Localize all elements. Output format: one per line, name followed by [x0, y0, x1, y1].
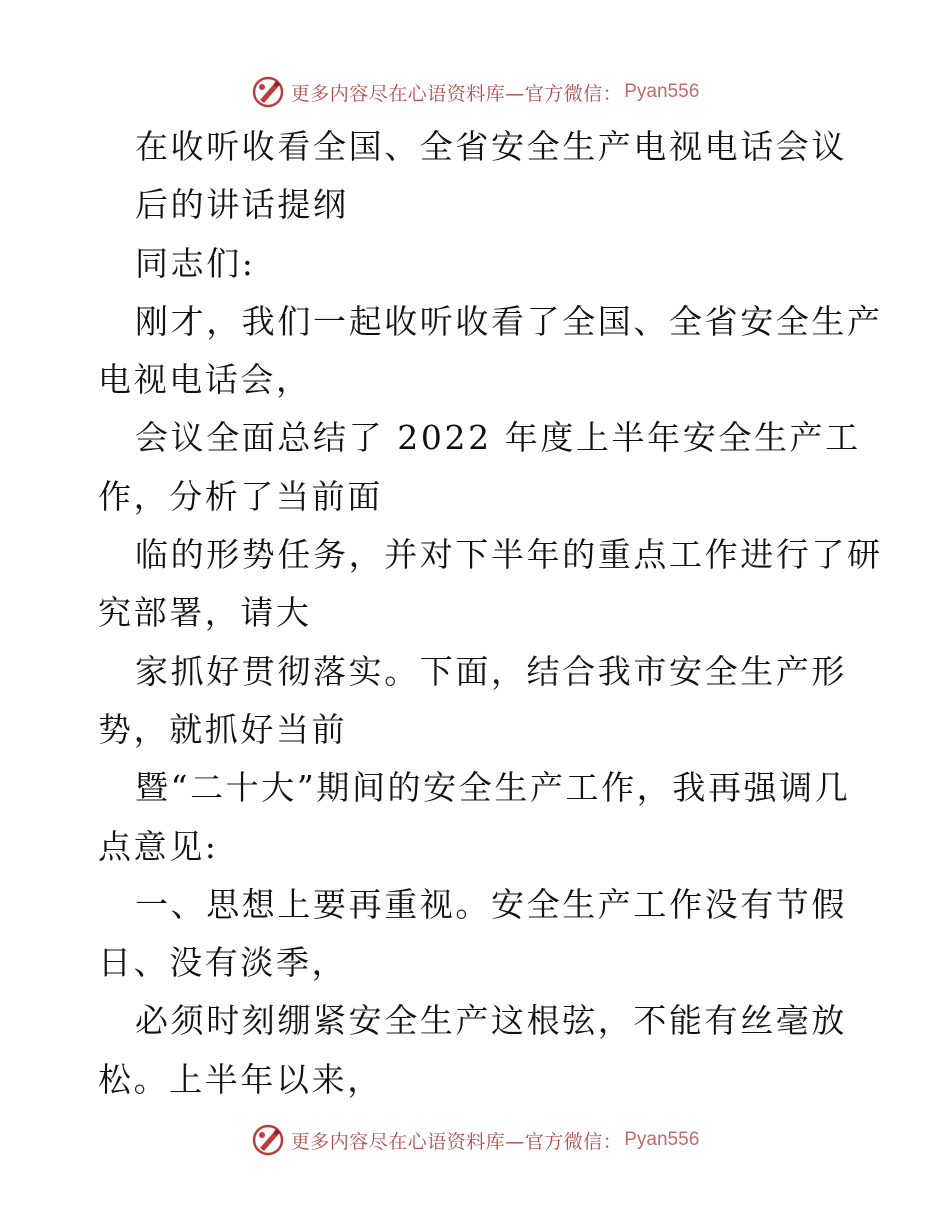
pen-logo-icon — [251, 75, 285, 109]
watermark-account: Pyan556 — [624, 1129, 700, 1150]
text-line: 松。上半年以来， — [98, 1059, 383, 1099]
text-line: 会议全面总结了 2022 年度上半年安全生产工 — [135, 418, 861, 458]
text-line: 日、没有淡季， — [98, 943, 348, 983]
title-line-1: 在收听收看全国、全省安全生产电视电话会议 — [135, 127, 847, 166]
footer-watermark — [0, 1120, 950, 1160]
watermark-text: 更多内容尽在心语资料库—官方微信： — [290, 1130, 623, 1153]
section-heading-line: 一、思想上要再重视。安全生产工作没有节假 — [135, 884, 847, 924]
document-body — [98, 118, 883, 1109]
salutation: 同志们: — [135, 243, 256, 283]
pen-logo-icon — [251, 1123, 285, 1157]
text-line: 点意见: — [98, 826, 219, 866]
title-line-2: 后的讲话提纲 — [135, 185, 349, 225]
text-line: 临的形势任务，并对下半年的重点工作进行了研 — [135, 535, 883, 575]
text-line: 家抓好贯彻落实。下面，结合我市安全生产形 — [135, 651, 847, 691]
watermark-account: Pyan556 — [624, 81, 700, 102]
text-line: 势，就抓好当前 — [98, 709, 348, 749]
header-watermark — [0, 72, 950, 112]
text-line: 电视电话会， — [98, 360, 312, 400]
watermark-text: 更多内容尽在心语资料库—官方微信： — [290, 82, 623, 105]
text-line: 刚才，我们一起收听收看了全国、全省安全生产 — [135, 301, 883, 341]
text-line: 究部署，请大 — [98, 593, 312, 633]
text-line: 必须时刻绷紧安全生产这根弦，不能有丝毫放 — [135, 1001, 847, 1041]
text-line: 作，分析了当前面 — [98, 476, 383, 516]
text-line: 暨“二十大”期间的安全生产工作，我再强调几 — [135, 768, 851, 808]
